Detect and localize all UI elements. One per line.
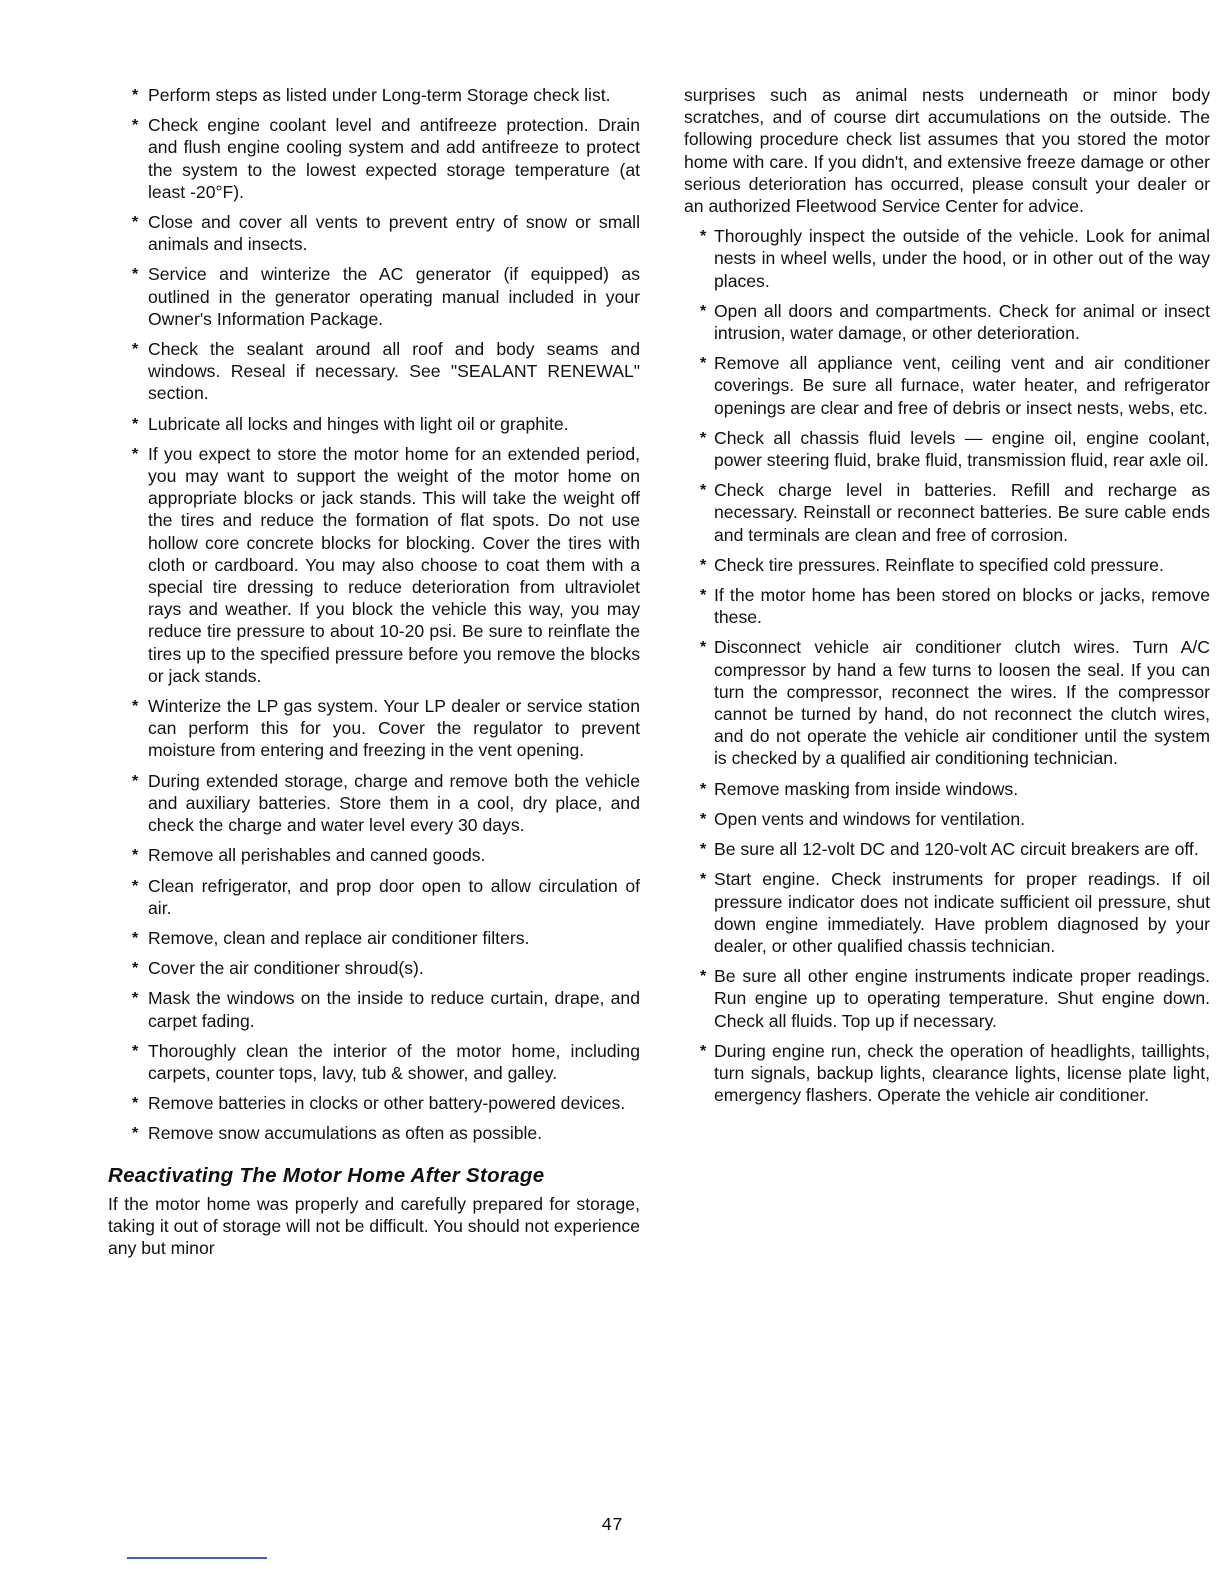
list-item: * Close and cover all vents to prevent entry of snow or small animals and insects. [108,211,640,255]
list-item: * If you expect to store the motor home for an extended period, you may want to support the weight of the motor home on appropriate blocks or jack stands. This will take the weight off the tires and reduce the formation of flat spots. Do not use hollow core concrete blocks for blocking. Cover the tires with cloth or cardboard. You may also choose to coat them with a special tire dressing to reduce deterioration from ultraviolet rays and weather. If you block the vehicle this way, you may reduce tire pressure to about 10-20 psi. Be sure to reinflate the tires up to the specified pressure before you remove the blocks or jack stands. [108,443,640,687]
list-item: * Winterize the LP gas system. Your LP dealer or service station can perform this for you. Cover the regulator to prevent moisture from entering and freezing in the vent opening. [108,695,640,762]
list-item: * Thoroughly clean the interior of the motor home, including carpets, counter tops, lavy, tub & shower, and galley. [108,1040,640,1084]
list-item: * If the motor home has been stored on blocks or jacks, remove these. [684,584,1210,628]
list-item: * Service and winterize the AC generator (if equipped) as outlined in the generator operating manual included in your Owner's Information Package. [108,263,640,330]
list-item: * Check the sealant around all roof and body seams and windows. Reseal if necessary. See "SEALANT RENEWAL" section. [108,338,640,405]
list-item: * Lubricate all locks and hinges with light oil or graphite. [108,413,640,435]
list-item: * During extended storage, charge and remove both the vehicle and auxiliary batteries. Store them in a cool, dry place, and check the charge and water level every 30 days. [108,770,640,837]
page-number: 47 [601,1516,623,1536]
list-item: * Check engine coolant level and antifreeze protection. Drain and flush engine cooling system and add antifreeze to protect the system to the lowest expected storage temperature (at least -20°F). [108,114,640,203]
list-item: * Open vents and windows for ventilation. [684,808,1210,830]
list-item: * Perform steps as listed under Long-term Storage check list. [108,84,640,106]
right-column [684,84,1210,1114]
list-item: * Check all chassis fluid levels — engine oil, engine coolant, power steering fluid, brake fluid, transmission fluid, rear axle oil. [684,427,1210,471]
list-item: * Mask the windows on the inside to reduce curtain, drape, and carpet fading. [108,987,640,1031]
list-item: * Start engine. Check instruments for proper readings. If oil pressure indicator does not indicate sufficient oil pressure, shut down engine immediately. Have problem diagnosed by your dealer, or other qualified chassis technician. [684,868,1210,957]
section-heading: Reactivating The Motor Home After Storage [108,1163,545,1187]
list-item: * During engine run, check the operation of headlights, taillights, turn signals, backup lights, clearance lights, license plate light, emergency flashers. Operate the vehicle air conditioner. [684,1040,1210,1107]
list-item: * Check tire pressures. Reinflate to specified cold pressure. [684,554,1210,576]
list-item: * Thoroughly inspect the outside of the vehicle. Look for animal nests in wheel wells, under the hood, or in other out of the way places. [684,225,1210,292]
left-column [108,84,640,1267]
list-item: * Open all doors and compartments. Check for animal or insect intrusion, water damage, or other deterioration. [684,300,1210,344]
left-bullet-list [108,84,640,1145]
list-item: * Remove masking from inside windows. [684,778,1210,800]
section-intro-paragraph: If the motor home was properly and carefully prepared for storage, taking it out of storage will not be difficult. You should not experience any but minor [108,1193,640,1258]
list-item: * Be sure all 12-volt DC and 120-volt AC circuit breakers are off. [684,838,1210,860]
list-item: * Remove all appliance vent, ceiling vent and air conditioner coverings. Be sure all furnace, water heater, and refrigerator openings are clear and free of debris or insect nests, webs, etc. [684,352,1210,419]
right-bullet-list [684,225,1210,1106]
list-item: * Be sure all other engine instruments indicate proper readings. Run engine up to operating temperature. Shut engine down. Check all fluids. Top up if necessary. [684,965,1210,1032]
list-item: * Check charge level in batteries. Refill and recharge as necessary. Reinstall or reconnect batteries. Be sure cable ends and terminals are clean and free of corrosion. [684,479,1210,546]
list-item: * Cover the air conditioner shroud(s). [108,957,640,979]
list-item: * Remove all perishables and canned goods. [108,844,640,866]
footer-rule [127,1557,267,1559]
list-item: * Remove batteries in clocks or other battery-powered devices. [108,1092,640,1114]
list-item: * Clean refrigerator, and prop door open to allow circulation of air. [108,875,640,919]
list-item: * Disconnect vehicle air conditioner clutch wires. Turn A/C compressor by hand a few turns to loosen the seal. If you can turn the compressor, reconnect the wires. If the compressor cannot be turned by hand, do not reconnect the clutch wires, and do not operate the vehicle air conditioner until the system is checked by a qualified air conditioning technician. [684,636,1210,769]
list-item: * Remove, clean and replace air conditioner filters. [108,927,640,949]
list-item: * Remove snow accumulations as often as possible. [108,1122,640,1144]
continuation-paragraph: surprises such as animal nests underneath or minor body scratches, and of course dirt accumulations on the outside. The following procedure check list assumes that you stored the motor home with care. If you didn't, and extensive freeze damage or other serious deterioration has occurred, please consult your dealer or an authorized Fleetwood Service Center for advice. [684,85,1210,217]
